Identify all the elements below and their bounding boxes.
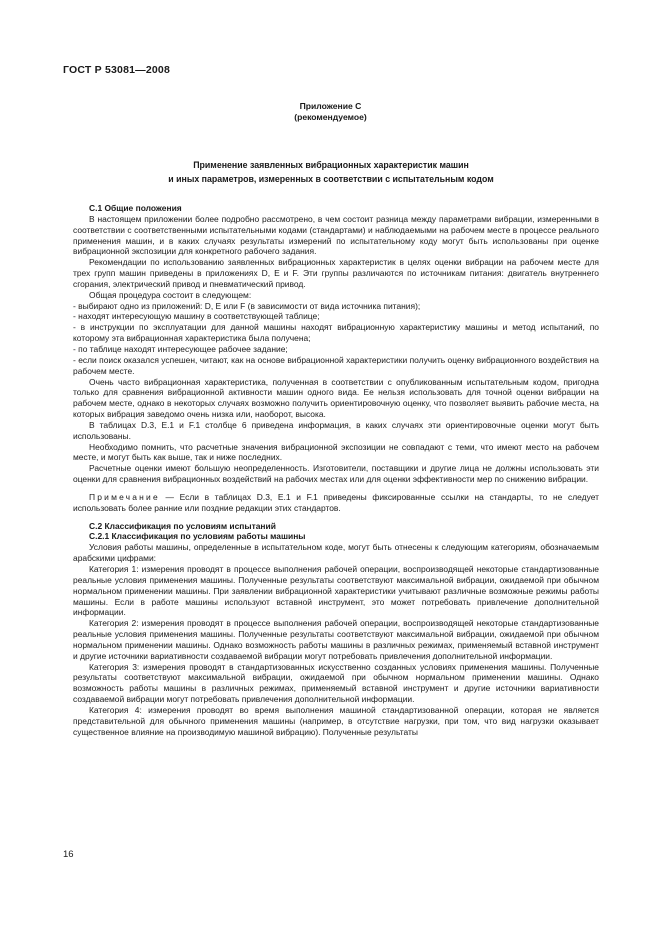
list-item: - если поиск оказался успешен, читают, как на основе вибрационной характеристики получить оценку вибрационного воздействия на рабочем месте. bbox=[73, 354, 599, 376]
annex-subtitle: (рекомендуемое) bbox=[294, 112, 367, 122]
annex-heading-line-1: Применение заявленных вибрационных характеристик машин bbox=[193, 160, 469, 170]
category-2: Категория 2: измерения проводят в процессе выполнения рабочей операции, воспроизводящей некоторые стандартизованные реальные условия применения машины. Полученные результаты соответствуют максимальной вибрации, ожидаемой при обычном нормальном применении машины. Однако возможность работы машины в различных режимах, применяемый вставной инструмент и другие источники вариативности создаваемой вибрации могут потребовать привлечения дополнительной информации. bbox=[73, 618, 599, 661]
annex-heading bbox=[63, 159, 599, 186]
paragraph: Общая процедура состоит в следующем: bbox=[89, 289, 252, 300]
section-c1-heading: С.1 Общие положения bbox=[89, 203, 182, 213]
note-text: — Если в таблицах D.3, E.1 и F.1 приведены фиксированные ссылки на стандарты, то не следует использовать более ранние или поздние редакции этих стандартов. bbox=[73, 491, 599, 513]
paragraph: Необходимо помнить, что расчетные значения вибрационной экспозиции не совпадают с теми, что имеют место на рабочем месте, и могут быть как выше, так и ниже последних. bbox=[73, 441, 599, 463]
category-1: Категория 1: измерения проводят в процессе выполнения рабочей операции, воспроизводящей некоторые стандартизованные реальные условия применения машины. Полученные результаты соответствуют максимальной вибрации, ожидаемой при обычном нормальном применении машины. При заявлении вибрационной характеристики учитывают различные возможные режимы работы машины. Если в работе машины используют вставной инструмент, это может потребовать привлечение дополнительной информации. bbox=[73, 564, 599, 618]
paragraph: В настоящем приложении более подробно рассмотрено, в чем состоит разница между параметрами вибрации, измеренными в соответствии с соответственными испытательными кодами (стандартами) и наблюдаемыми на рабочем месте в процессе реального применения машин, и в каких случаях результаты измерений по испытательному коду могут быть использованы при оценке вибрационной экспозиции для конкретного рабочего задания. bbox=[73, 213, 599, 257]
document-body bbox=[73, 203, 599, 738]
category-4: Категория 4: измерения проводят во время выполнения машиной стандартизованной операции, которая не является представительной для обычного применения машины (например, в отсутствие нагрузки, при том, что вид нагрузки оказывает существенное влияние на производимую машиной вибрацию). Полученные результаты bbox=[73, 704, 599, 737]
category-3: Категория 3: измерения проводят в стандартизованных искусственно созданных условиях применения машины. Полученные результаты соответствуют максимальной вибрации, ожидаемой при обычном нормальном применении машины. Однако возможность работы машины в различных режимах, применяемый вставной инструмент и другие источники вариативности создаваемой вибрации могут потребовать привлечения дополнительной информации. bbox=[73, 661, 599, 705]
note-label: Примечание bbox=[89, 491, 160, 502]
section-c2-1-heading: С.2.1 Классификация по условиям работы машины bbox=[89, 531, 306, 542]
paragraph: Расчетные оценки имеют большую неопределенность. Изготовители, поставщики и другие лица не должны использовать эти оценки для сравнения вибрационных воздействий на рабочих местах или для оценки эффективности мер по снижению вибрации. bbox=[73, 463, 599, 485]
annex-heading-line-2: и иных параметров, измеренных в соответствии с испытательным кодом bbox=[168, 173, 494, 184]
list-item: - по таблице находят интересующее рабочее задание; bbox=[73, 343, 288, 354]
list-item: - находят интересующую машину в соответствующей таблице; bbox=[73, 311, 320, 322]
list-item: - в инструкции по эксплуатации для данной машины находят вибрационную характеристику машины и метод испытаний, по которому эта вибрационная характеристика была получена; bbox=[73, 322, 599, 344]
section-c2-heading: С.2 Классификация по условиям испытаний bbox=[89, 520, 276, 531]
document-code: ГОСТ Р 53081—2008 bbox=[63, 64, 171, 76]
list-item: - выбирают одно из приложений: D, E или F (в зависимости от вида источника питания); bbox=[73, 300, 421, 311]
paragraph: Условия работы машины, определенные в испытательном коде, могут быть отнесены к следующим категориям, обозначаемым арабскими цифрами: bbox=[73, 542, 599, 564]
note bbox=[73, 492, 599, 514]
paragraph: Очень часто вибрационная характеристика, полученная в соответствии с опубликованным испытательным кодом, пригодна только для сравнения вибрационной активности машин одного вида. Ее нельзя использовать для точной оценки вибрации на рабочем месте, однако в некоторых случаях возможно получить ориентировочную оценку, что позволяет выявить рабочие места, на которых вибрация заведомо очень низка или, наоборот, высока. bbox=[73, 376, 599, 420]
paragraph: Рекомендации по использованию заявленных вибрационных характеристик в целях оценки вибрации на рабочем месте для трех групп машин приведены в приложениях D, E и F. Эти группы различаются по источникам питания: двигатель внутреннего сгорания, электрический привод и пневматический привод. bbox=[73, 257, 599, 289]
page-number: 16 bbox=[63, 849, 74, 860]
paragraph: В таблицах D.3, E.1 и F.1 столбце 6 приведена информация, в каких случаях эти ориентировочные оценки могут быть использованы. bbox=[73, 419, 599, 441]
annex-title: Приложение С bbox=[299, 101, 362, 111]
